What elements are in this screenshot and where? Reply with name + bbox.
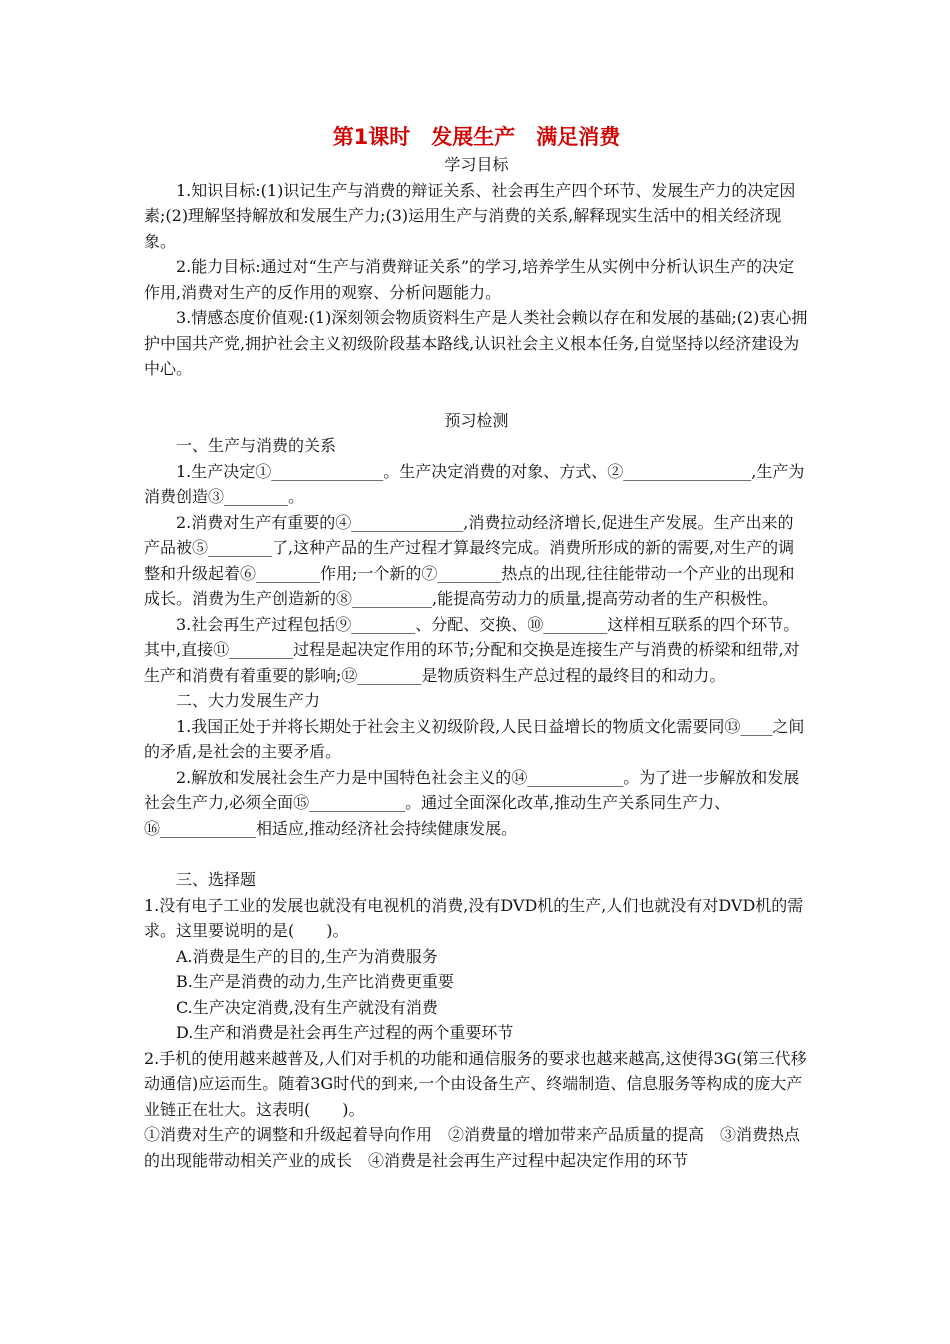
objective-item: 3.情感态度价值观:(1)深刻领会物质资料生产是人类社会赖以存在和发展的基础;(2)衷心拥护中国共产党,拥护社会主义初级阶段基本路线,认识社会主义根本任务,自觉坚持以经济建设为中心。: [144, 308, 808, 378]
question-1-option-b: B.生产是消费的动力,生产比消费更重要: [176, 972, 454, 991]
part2-item: 1.我国正处于并将长期处于社会主义初级阶段,人民日益增长的物质文化需要同⑬____之间的矛盾,是社会的主要矛盾。: [144, 716, 805, 761]
spacer: [144, 382, 809, 408]
question-1-option-a: A.消费是生产的目的,生产为消费服务: [176, 946, 438, 966]
part2-item: 2.解放和发展社会生产力是中国特色社会主义的⑭____________。为了进一步解放和发展社会生产力,必须全面⑮____________。通过全面深化改革,推动生产关系同生产力、⑯____________相适应,推动经济社会持续健康发展。: [144, 767, 800, 838]
part2-heading: 二、大力发展生产力: [176, 691, 321, 710]
question-1-option-c: C.生产决定消费,没有生产就没有消费: [176, 997, 438, 1017]
question-2-stem: 2.手机的使用越来越普及,人们对手机的功能和通信服务的要求也越来越高,这使得3G(第三代移动通信)应运而生。随着3G时代的到来,一个由设备生产、终端制造、信息服务等构成的庞大产业链正在壮大。这表明( )。: [144, 1048, 807, 1119]
part1-item: 2.消费对生产有重要的④______________,消费拉动经济增长,促进生产发展。生产出来的产品被⑤________了,这种产品的生产过程才算最终完成。消费所形成的新的需要,对生产的调整和升级起着⑥________作用;一个新的⑦________热点的出现,往往能带动一个产业的出现和成长。消费为生产创造新的⑧__________,能提高劳动力的质量,提高劳动者的生产积极性。: [144, 512, 795, 608]
lesson-title: 第1课时 发展生产 满足消费: [332, 125, 621, 149]
preview-heading: 预习检测: [444, 410, 509, 430]
part1-item: 3.社会再生产过程包括⑨________、分配、交换、⑩________这样相互联系的四个环节。其中,直接⑪________过程是起决定作用的环节;分配和交换是连接生产与消费的桥梁和纽带,对生产和消费有着重要的影响;⑫________是物质资料生产总过程的最终目的和动力。: [144, 614, 800, 685]
objective-item: 1.知识目标:(1)识记生产与消费的辩证关系、社会再生产四个环节、发展生产力的决定因素;(2)理解坚持解放和发展生产力;(3)运用生产与消费的关系,解释现实生活中的相关经济现象。: [144, 180, 796, 251]
part1-heading: 一、生产与消费的关系: [176, 436, 337, 455]
spacer: [144, 841, 809, 867]
question-1-option-d: D.生产和消费是社会再生产过程的两个重要环节: [176, 1023, 514, 1042]
question-2-statements: ①消费对生产的调整和升级起着导向作用 ②消费量的增加带来产品质量的提高 ③消费热点的出现能带动相关产业的成长 ④消费是社会再生产过程中起决定作用的环节: [144, 1125, 801, 1170]
objectives-heading: 学习目标: [444, 155, 509, 174]
question-1-stem: 1.没有电子工业的发展也就没有电视机的消费,没有DVD机的生产,人们也就没有对DVD机的需求。这里要说明的是( )。: [144, 895, 804, 940]
objective-item: 2.能力目标:通过对“生产与消费辩证关系”的学习,培养学生从实例中分析认识生产的决定作用,消费对生产的反作用的观察、分析问题能力。: [144, 257, 795, 302]
choice-heading: 三、选择题: [176, 870, 257, 889]
part1-item: 1.生产决定①______________。生产决定消费的对象、方式、②________________,生产为消费创造③________。: [144, 461, 805, 506]
document-content: [144, 122, 809, 1173]
